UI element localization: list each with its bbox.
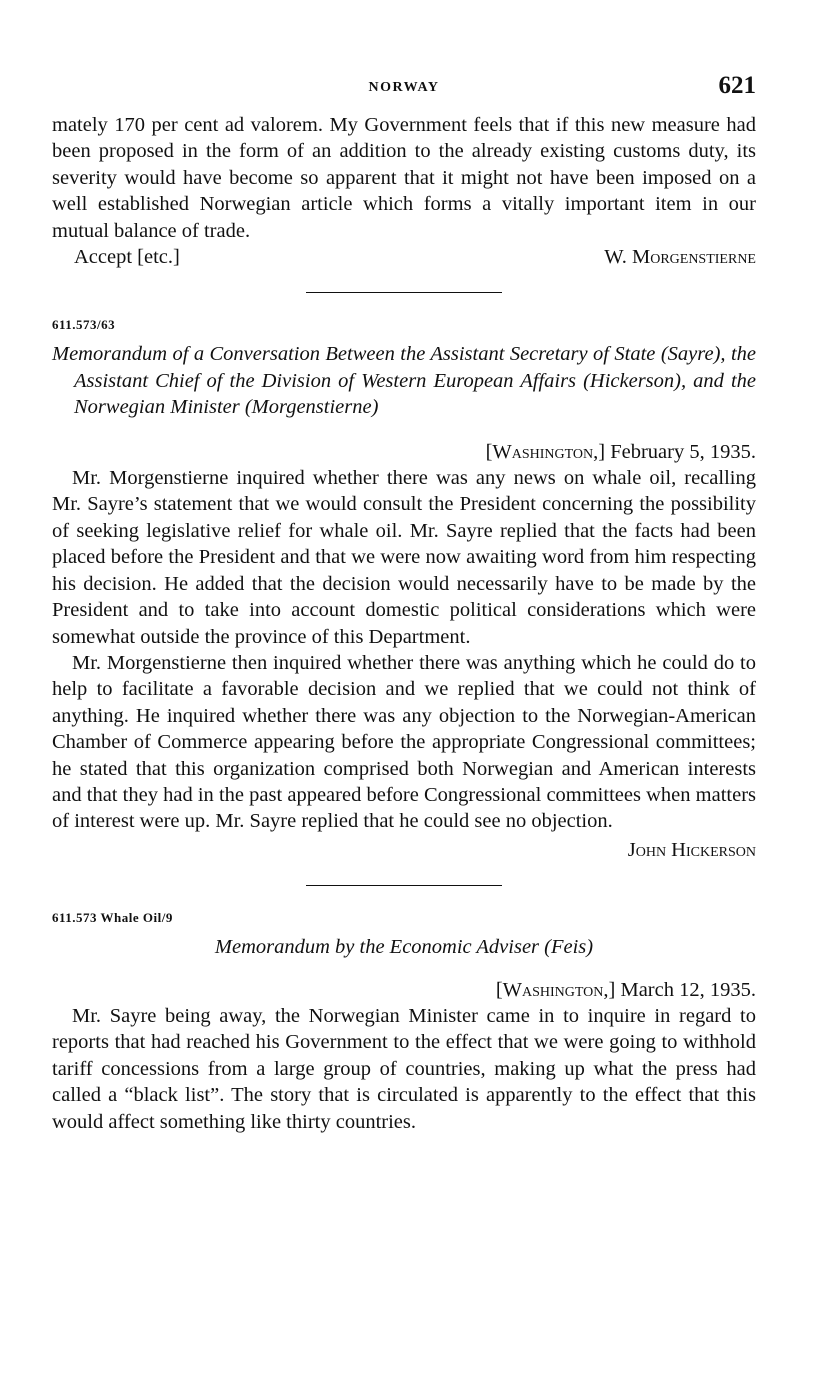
dateline-place: Washington, — [492, 440, 599, 463]
signature-initial: W. — [604, 246, 632, 269]
complimentary-close: Accept [etc.] — [74, 246, 180, 269]
section-divider — [306, 292, 502, 293]
dateline-date: March 12, 1935. — [620, 978, 756, 1001]
section-memorandum-hickerson — [52, 317, 756, 863]
section-letter-conclusion — [52, 112, 756, 270]
letter-closing — [52, 244, 756, 270]
page-number: 621 — [718, 72, 756, 99]
running-head — [52, 72, 756, 112]
file-number: 611.573/63 — [52, 317, 116, 333]
document-heading: Memorandum by the Economic Adviser (Feis) — [214, 936, 594, 959]
dateline-date: February 5, 1935. — [610, 440, 756, 463]
body-paragraph: Mr. Morgenstierne inquired whether there was any news on whale oil, recalling Mr. Sayre’s statement that we would consult the President concerning the possibility of seeking legislative relief for whale oil. Mr. Sayre replied that the facts had been placed before the President and that we were now awaiting word from him respecting his decision. He added that the decision would necessarily have to be made by the President and to take into account domestic political considerations which were somewhat outside the province of this Department. — [52, 467, 756, 648]
section-divider — [306, 885, 502, 886]
body-paragraph: Mr. Morgenstierne then inquired whether there was anything which he could do to help to facilitate a favorable decision and we replied that we could not think of anything. He inquired whether there was any objection to the Norwegian-American Chamber of Commerce appearing before the appropriate Congressional committees; he stated that this organization comprised both Norwegian and American interests and that they had in the past appeared before Congressional committees when matters of interest were up. Mr. Sayre replied that he could see no objection. — [52, 651, 756, 833]
document-page — [52, 72, 756, 1135]
dateline: [Washington,] March 12, 1935. — [495, 978, 756, 1001]
body-paragraph: Mr. Sayre being away, the Norwegian Minister came in to inquire in regard to reports that had reached his Government to the effect that we were going to withhold tariff concessions from a large group of countries, making up what the press had called a “black list”. The story that is circulated is apparently to the effect that this would affect something like thirty countries. — [52, 1004, 756, 1133]
document-heading: Memorandum of a Conversation Between the Assistant Secretary of State (Sayre), the Assistant Chief of the Division of Western European Affairs (Hickerson), and the Norwegian Minister (Morgenstierne) — [52, 343, 756, 419]
file-number: 611.573 Whale Oil/9 — [52, 910, 173, 926]
letter-paragraph: mately 170 per cent ad valorem. My Government feels that if this new measure had been proposed in the form of an addition to the already existing customs duty, its severity would have become so apparent that it might not have been imposed on a well established Norwegian article which forms a vitally important item in our mutual balance of trade. — [52, 114, 756, 242]
letter-signature — [604, 244, 756, 270]
section-memorandum-feis — [52, 910, 756, 1135]
dateline: [Washington,] February 5, 1935. — [485, 440, 756, 463]
signature-name: Morgenstierne — [631, 246, 756, 269]
memo-signature: John Hickerson — [627, 838, 756, 861]
dateline-place: Washington, — [502, 978, 609, 1001]
running-title: NORWAY — [368, 80, 440, 95]
